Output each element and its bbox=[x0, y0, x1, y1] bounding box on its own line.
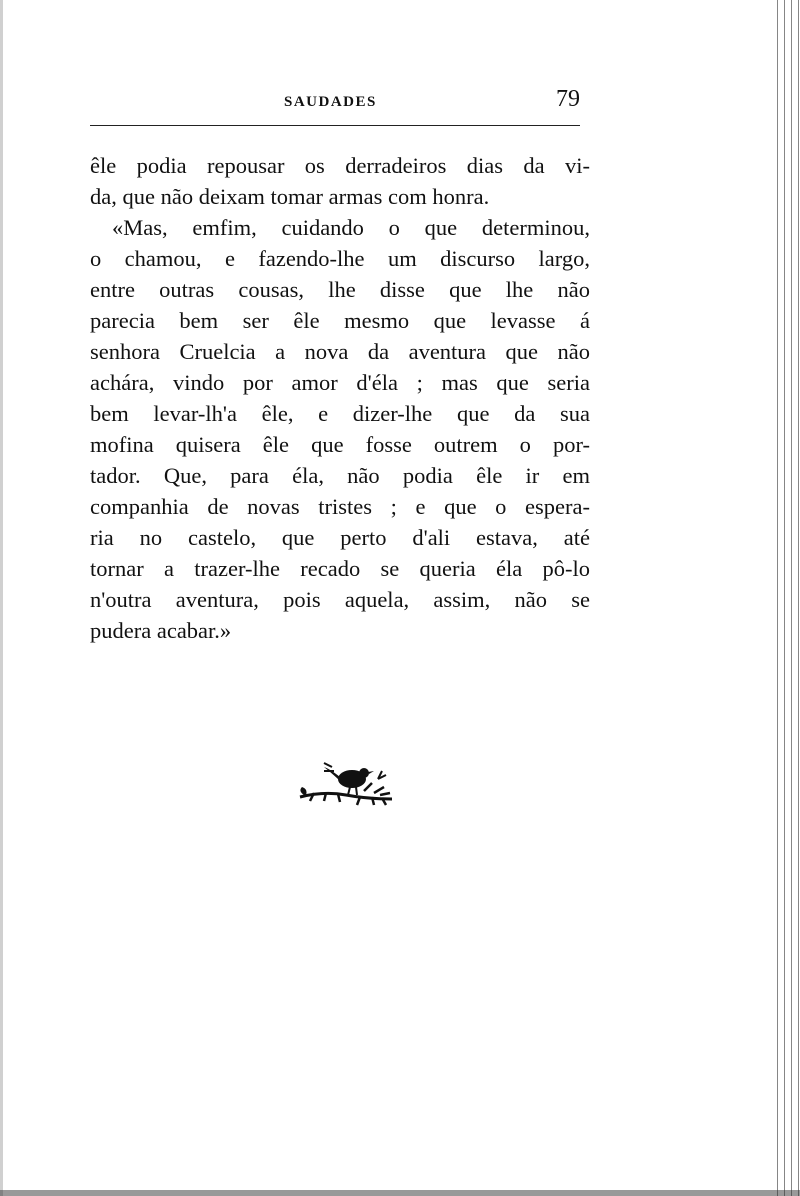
text-line: tornar a trazer-lhe recado se queria éla pô-lo bbox=[90, 556, 590, 581]
text-line: entre outras cousas, lhe disse que lhe não bbox=[90, 277, 590, 302]
text-line: achára, vindo por amor d'éla ; mas que seria bbox=[90, 370, 590, 395]
text-line: o chamou, e fazendo-lhe um discurso largo, bbox=[90, 246, 590, 271]
text-line: pudera acabar.» bbox=[90, 618, 232, 643]
text-line: parecia bem ser êle mesmo que levasse á bbox=[90, 308, 590, 333]
text-line: mofina quisera êle que fosse outrem o por- bbox=[90, 432, 590, 457]
scan-edge-left bbox=[0, 0, 3, 1196]
running-title: SAUDADES bbox=[284, 94, 377, 110]
scan-edge-right bbox=[774, 0, 800, 1196]
text-line: senhora Cruelcia a nova da aventura que não bbox=[90, 339, 590, 364]
scan-edge-bottom bbox=[0, 1190, 800, 1196]
running-head bbox=[90, 86, 580, 116]
body-text bbox=[90, 150, 590, 646]
text-line: companhia de novas tristes ; e que o espera- bbox=[90, 494, 590, 519]
header-rule bbox=[90, 125, 580, 126]
text-line: n'outra aventura, pois aquela, assim, não se bbox=[90, 587, 590, 612]
text-line: da, que não deixam tomar armas com honra. bbox=[90, 184, 490, 209]
text-line: êle podia repousar os derradeiros dias da vi- bbox=[90, 153, 590, 178]
bird-on-branch-icon bbox=[294, 757, 398, 817]
text-line: «Mas, emfim, cuidando o que determinou, bbox=[112, 215, 590, 240]
text-line: tador. Que, para éla, não podia êle ir em bbox=[90, 463, 590, 488]
text-line: ria no castelo, que perto d'ali estava, até bbox=[90, 525, 590, 550]
page-number: 79 bbox=[556, 86, 580, 112]
text-line: bem levar-lh'a êle, e dizer-lhe que da sua bbox=[90, 401, 590, 426]
